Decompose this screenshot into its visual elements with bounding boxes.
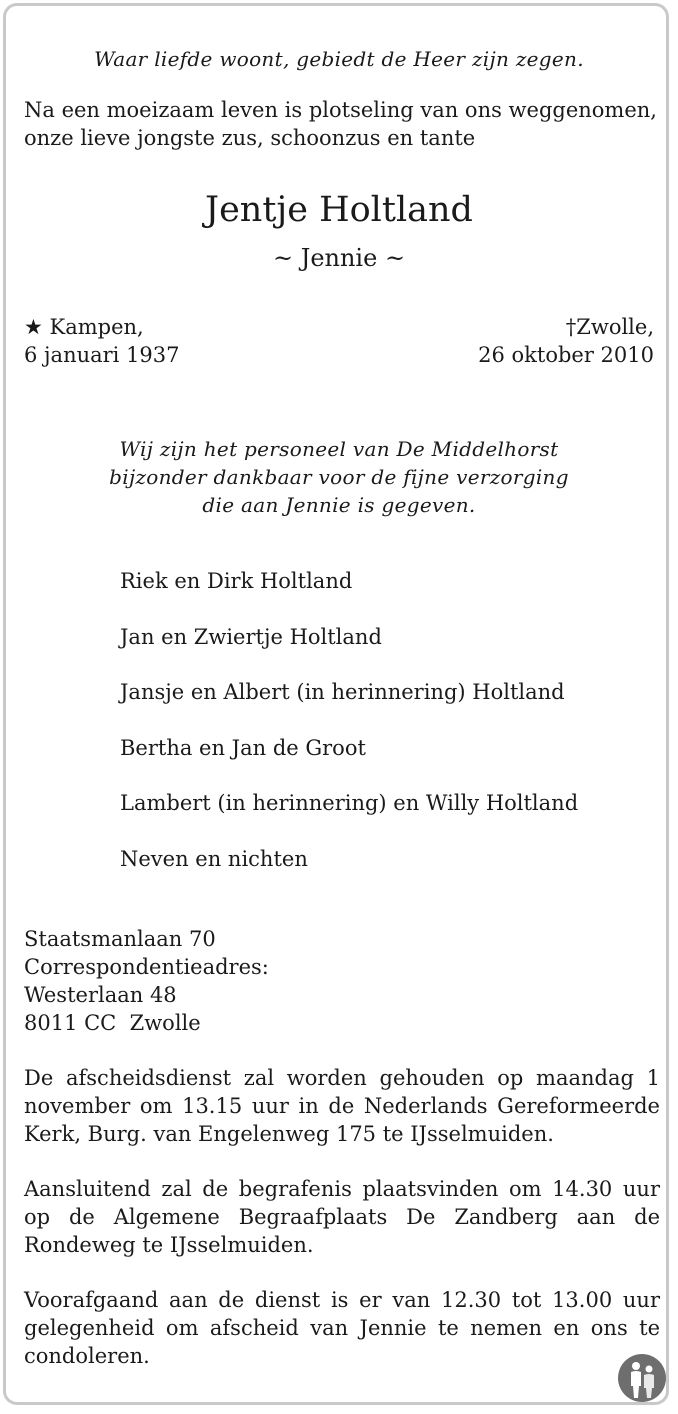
- memorial-figure-icon: [616, 1352, 668, 1404]
- star-icon: ★: [24, 315, 43, 339]
- family-list: [120, 567, 578, 900]
- condolence-paragraph: Voorafgaand aan de dienst is er van 12.30 tot 13.00 uur gelegenheid om afscheid van Jennie te nemen en ons te condoleren.: [24, 1288, 660, 1368]
- birth-place: Kampen,: [49, 315, 144, 339]
- staff-message: [0, 435, 678, 519]
- service-paragraph: De afscheidsdienst zal worden gehouden op maandag 1 november om 13.15 uur in de Nederlands Gereformeerde Kerk, Burg. van Engelenweg 175 te IJsselmuiden.: [24, 1066, 660, 1146]
- birth-info: [24, 313, 180, 369]
- staff-message-line: bijzonder dankbaar voor de fijne verzorging: [109, 465, 569, 489]
- address-block: [24, 925, 269, 1037]
- intro-text: Na een moeizaam leven is plotseling van ons weggenomen, onze lieve jongste zus, schoonzus en tante: [24, 98, 657, 150]
- family-member: Bertha en Jan de Groot: [120, 735, 366, 760]
- address-line: Correspondentieadres:: [24, 955, 269, 979]
- family-member: Riek en Dirk Holtland: [120, 569, 353, 593]
- family-member: Lambert (in herinnering) en Willy Holtland: [120, 791, 579, 815]
- address-line: Westerlaan 48: [24, 983, 177, 1007]
- cross-icon: †: [565, 315, 577, 339]
- death-date: 26 oktober 2010: [478, 343, 654, 367]
- death-info: [478, 313, 654, 369]
- family-member: Neven en nichten: [120, 846, 308, 871]
- motto: Waar liefde woont, gebiedt de Heer zijn zegen.: [94, 47, 584, 71]
- family-member: Jansje en Albert (in herinnering) Holtland: [120, 680, 565, 704]
- burial-paragraph: Aansluitend zal de begrafenis plaatsvinden om 14.30 uur op de Algemene Begraafplaats De Zandberg aan de Rondeweg te IJsselmuiden.: [24, 1177, 660, 1257]
- family-member: Jan en Zwiertje Holtland: [120, 624, 382, 649]
- deceased-name: Jentje Holtland: [205, 190, 473, 230]
- address-line: Staatsmanlaan 70: [24, 927, 216, 951]
- staff-message-line: die aan Jennie is gegeven.: [202, 493, 476, 517]
- birth-date: 6 januari 1937: [24, 343, 180, 367]
- staff-message-line: Wij zijn het personeel van De Middelhorst: [119, 437, 559, 461]
- address-line: 8011 CC Zwolle: [24, 1011, 201, 1035]
- death-place: Zwolle,: [576, 315, 654, 339]
- deceased-nickname: ~ Jennie ~: [272, 244, 406, 272]
